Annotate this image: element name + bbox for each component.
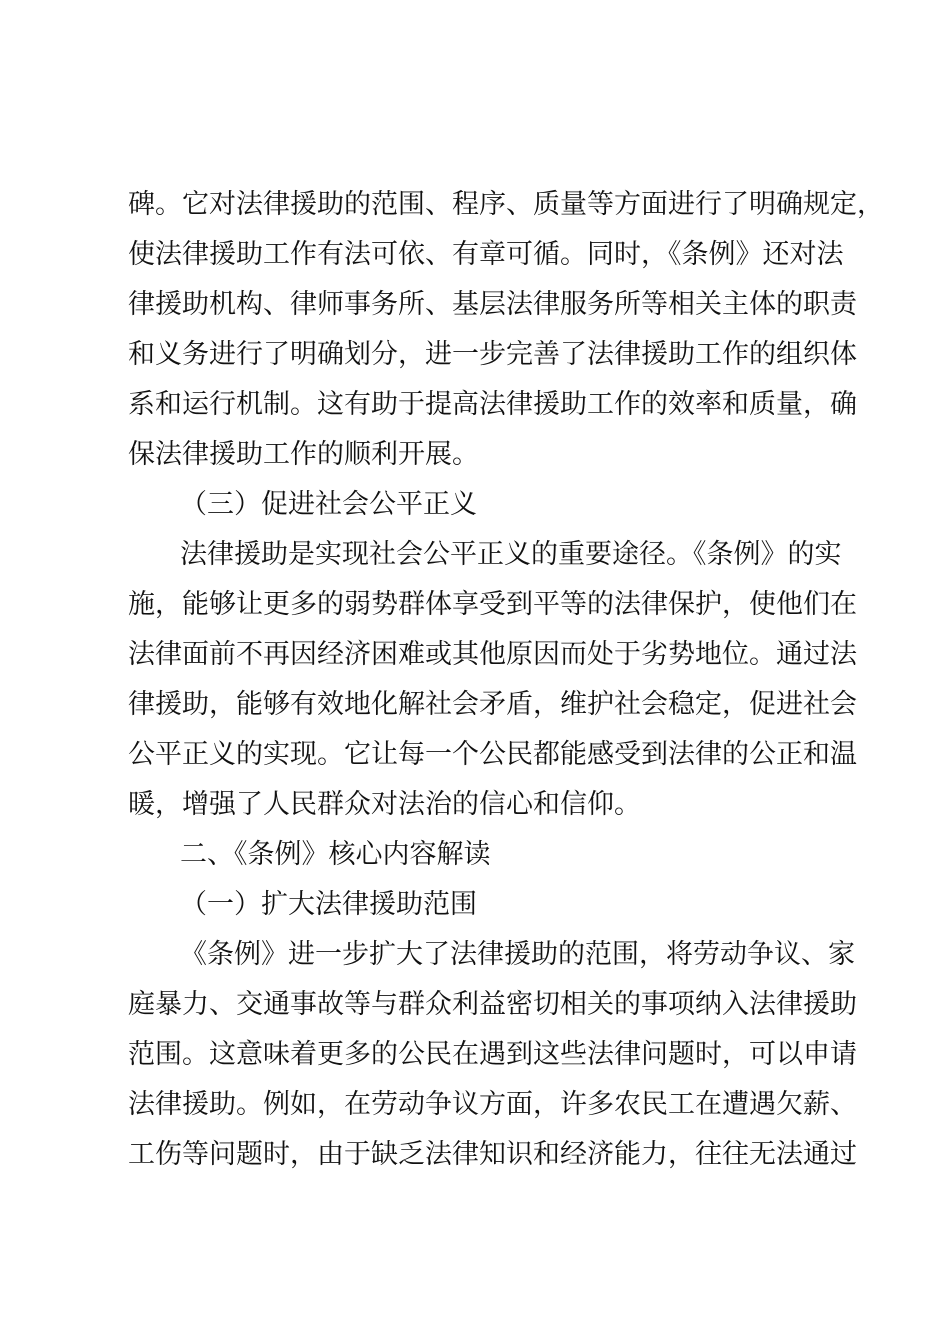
- body-text-line: 律援助机构、律师事务所、基层法律服务所等相关主体的职责: [128, 289, 857, 320]
- body-text-line: 暖，增强了人民群众对法治的信心和信仰。: [128, 789, 641, 820]
- body-text-line: 法律援助。例如，在劳动争议方面，许多农民工在遭遇欠薪、: [128, 1089, 857, 1120]
- body-text-line: 使法律援助工作有法可依、有章可循。同时，《条例》还对法: [128, 239, 844, 270]
- section-heading: 二、《条例》核心内容解读: [180, 839, 491, 870]
- body-text-line: 律援助，能够有效地化解社会矛盾，维护社会稳定，促进社会: [128, 689, 857, 720]
- body-text-line: 公平正义的实现。它让每一个公民都能感受到法律的公正和温: [128, 739, 857, 770]
- body-text-line: 《条例》进一步扩大了法律援助的范围，将劳动争议、家: [180, 939, 855, 970]
- body-text-line: 庭暴力、交通事故等与群众利益密切相关的事项纳入法律援助: [128, 989, 857, 1020]
- body-text-line: 碑。它对法律援助的范围、程序、质量等方面进行了明确规定，: [128, 189, 884, 220]
- subsection-heading: （三）促进社会公平正义: [180, 489, 477, 520]
- body-text-line: 法律援助是实现社会公平正义的重要途径。《条例》的实: [180, 539, 842, 570]
- body-text-line: 法律面前不再因经济困难或其他原因而处于劣势地位。通过法: [128, 639, 857, 670]
- body-text-line: 系和运行机制。这有助于提高法律援助工作的效率和质量，确: [128, 389, 857, 420]
- body-text-line: 和义务进行了明确划分，进一步完善了法律援助工作的组织体: [128, 339, 857, 370]
- body-text-line: 工伤等问题时，由于缺乏法律知识和经济能力，往往无法通过: [128, 1139, 857, 1170]
- subsection-heading: （一）扩大法律援助范围: [180, 889, 477, 920]
- body-text-line: 范围。这意味着更多的公民在遇到这些法律问题时，可以申请: [128, 1039, 857, 1070]
- body-text-line: 施，能够让更多的弱势群体享受到平等的法律保护，使他们在: [128, 589, 857, 620]
- body-text-line: 保法律援助工作的顺利开展。: [128, 439, 479, 470]
